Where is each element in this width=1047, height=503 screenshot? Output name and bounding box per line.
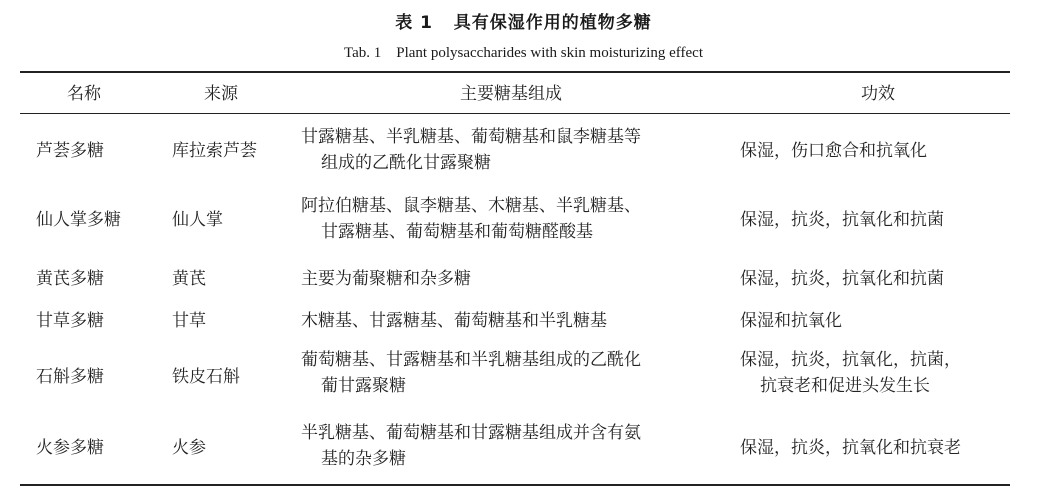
- composition-line: 基的杂多糖: [321, 449, 406, 469]
- effect-line: 保湿，抗炎，抗氧化和抗菌: [740, 269, 944, 289]
- row-source: 甘草: [172, 311, 206, 331]
- row-effect: [740, 347, 1020, 399]
- row-source: 黄芪: [172, 269, 206, 289]
- row-composition: [301, 308, 721, 334]
- header-composition: 主要糖基组成: [460, 84, 562, 104]
- composition-line: 半乳糖基、葡萄糖基和甘露糖基组成并含有氨: [301, 423, 641, 443]
- row-name: 石斛多糖: [36, 367, 104, 387]
- row-source: 库拉索芦荟: [172, 141, 257, 161]
- composition-line: 葡萄糖基、甘露糖基和半乳糖基组成的乙酰化: [301, 350, 641, 370]
- row-name: 仙人掌多糖: [36, 210, 121, 230]
- header-source: 来源: [204, 84, 238, 104]
- row-source: 铁皮石斛: [172, 367, 240, 387]
- row-composition: [301, 266, 721, 292]
- header-rule: [20, 113, 1010, 114]
- effect-line: 保湿，伤口愈合和抗氧化: [740, 141, 927, 161]
- composition-line: 葡甘露聚糖: [321, 376, 406, 396]
- bottom-rule: [20, 484, 1010, 486]
- effect-line: 抗衰老和促进头发生长: [760, 376, 930, 396]
- row-composition: [301, 347, 721, 399]
- header-name: 名称: [67, 84, 101, 104]
- row-effect: [740, 138, 1020, 164]
- row-effect: [740, 435, 1020, 461]
- effect-line: 保湿和抗氧化: [740, 311, 842, 331]
- composition-line: 阿拉伯糖基、鼠李糖基、木糖基、半乳糖基、: [301, 196, 641, 216]
- composition-line: 主要为葡聚糖和杂多糖: [301, 269, 471, 289]
- row-name: 芦荟多糖: [36, 141, 104, 161]
- row-effect: [740, 266, 1020, 292]
- row-name: 甘草多糖: [36, 311, 104, 331]
- row-name: 黄芪多糖: [36, 269, 104, 289]
- row-name: 火参多糖: [36, 438, 104, 458]
- row-composition: [301, 124, 721, 176]
- composition-line: 木糖基、甘露糖基、葡萄糖基和半乳糖基: [301, 311, 607, 331]
- table-title-en: Tab. 1 Plant polysaccharides with skin moisturizing effect: [343, 45, 703, 61]
- row-source: 仙人掌: [172, 210, 223, 230]
- row-effect: [740, 207, 1020, 233]
- effect-line: 保湿，抗炎，抗氧化，抗菌，: [740, 350, 961, 370]
- row-composition: [301, 420, 721, 472]
- table-title-cn: 表 1 具有保湿作用的植物多糖: [395, 13, 652, 33]
- composition-line: 甘露糖基、葡萄糖基和葡萄糖醛酸基: [321, 222, 593, 242]
- row-composition: [301, 193, 721, 245]
- header-effect: 功效: [861, 84, 895, 104]
- composition-line: 甘露糖基、半乳糖基、葡萄糖基和鼠李糖基等: [301, 127, 641, 147]
- row-source: 火参: [172, 438, 206, 458]
- top-rule: [20, 71, 1010, 73]
- composition-line: 组成的乙酰化甘露聚糖: [321, 153, 491, 173]
- effect-line: 保湿，抗炎，抗氧化和抗菌: [740, 210, 944, 230]
- effect-line: 保湿，抗炎，抗氧化和抗衰老: [740, 438, 961, 458]
- row-effect: [740, 308, 1020, 334]
